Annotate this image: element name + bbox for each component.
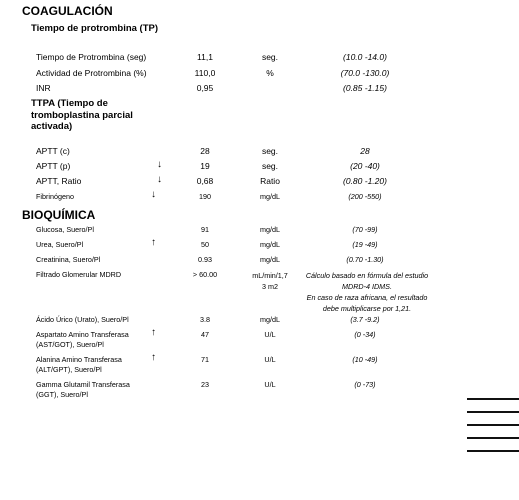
divider [467, 450, 519, 452]
test-unit: mg/dL [260, 192, 280, 201]
test-name: Actividad de Protrombina (%) [36, 68, 147, 78]
divider [467, 398, 519, 400]
test-value: 19 [200, 161, 210, 171]
test-name: Alanina Amino Transferasa (ALT/GPT), Suero/Pl [36, 355, 122, 374]
test-value: 110,0 [194, 68, 216, 78]
test-value: 23 [201, 380, 209, 389]
test-name: APTT (p) [36, 161, 71, 171]
reference-range: (70.0 -130.0) [340, 68, 390, 78]
test-value: 0.93 [198, 255, 212, 264]
section-title-coagulacion: COAGULACIÓN [22, 4, 113, 18]
subsection-title-tp: Tiempo de protrombina (TP) [31, 23, 159, 34]
arrow-up-icon: ↑ [151, 352, 156, 363]
reference-range: (19 -49) [352, 240, 378, 249]
test-unit: % [266, 68, 274, 78]
divider [467, 437, 519, 439]
test-unit: U/L [264, 330, 276, 339]
test-unit: U/L [264, 355, 276, 364]
test-unit: mg/dL [260, 240, 280, 249]
test-value: 11,1 [197, 52, 213, 62]
divider [467, 424, 519, 426]
test-name: Gamma Glutamil Transferasa (GGT), Suero/Pl [36, 380, 130, 399]
test-name: Ácido Úrico (Urato), Suero/Pl [36, 315, 129, 324]
test-name: APTT (c) [36, 146, 70, 156]
test-name: INR [36, 83, 51, 93]
divider [467, 411, 519, 413]
test-unit: seg. [261, 146, 279, 156]
arrow-down-icon: ↓ [151, 189, 156, 200]
reference-range: (10.0 -14.0) [343, 52, 387, 62]
test-name: Aspartato Amino Transferasa (AST/GOT), Suero/Pl [36, 330, 129, 349]
test-name: APTT, Ratio [36, 176, 82, 186]
test-value: 0,95 [196, 83, 214, 93]
test-value: 3.8 [200, 315, 210, 324]
test-unit: mL/min/1,7 3 m2 [252, 271, 288, 291]
reference-range: (3.7 -9.2) [350, 315, 380, 324]
reference-range: (0 -73) [354, 380, 376, 389]
test-value: > 60.00 [192, 270, 218, 279]
reference-range: (10 -49) [352, 355, 378, 364]
arrow-down-icon: ↓ [157, 174, 162, 185]
test-unit: mg/dL [260, 255, 280, 264]
section-title-bioquimica: BIOQUÍMICA [22, 208, 96, 222]
test-value: 0,68 [196, 176, 214, 186]
test-value: 50 [201, 240, 209, 249]
reference-range: (200 -550) [348, 192, 382, 201]
test-value: 47 [201, 330, 209, 339]
test-name: Creatinina, Suero/Pl [36, 255, 101, 264]
test-unit: mg/dL [260, 315, 280, 324]
test-name: Glucosa, Suero/Pl [36, 225, 94, 234]
test-unit: Ratio [260, 176, 280, 186]
test-name: Filtrado Glomerular MDRD [36, 270, 122, 279]
test-value: 91 [201, 225, 209, 234]
reference-note: Cálculo basado en fórmula del estudio MDRD-4 IDMS. En caso de raza africana, el resultado debe multiplicarse por 1,21. [305, 271, 429, 313]
reference-range: (0.85 -1.15) [343, 83, 387, 93]
test-name: Tiempo de Protrombina (seg) [36, 52, 147, 62]
reference-range: (70 -99) [352, 225, 378, 234]
reference-range: (0 -34) [354, 330, 376, 339]
test-unit: seg. [261, 161, 279, 171]
reference-range: (0.80 -1.20) [343, 176, 387, 186]
test-name: Urea, Suero/Pl [36, 240, 84, 249]
test-value: 71 [201, 355, 209, 364]
test-unit: seg. [261, 52, 279, 62]
test-value: 28 [200, 146, 210, 156]
reference-range: (20 -40) [350, 161, 380, 171]
arrow-up-icon: ↑ [151, 237, 156, 248]
arrow-down-icon: ↓ [157, 159, 162, 170]
test-unit: U/L [264, 380, 276, 389]
reference-range: (0.70 -1.30) [346, 255, 384, 264]
reference-range: 28 [360, 146, 370, 156]
arrow-up-icon: ↑ [151, 327, 156, 338]
test-name: Fibrinógeno [36, 192, 74, 201]
test-value: 190 [199, 192, 211, 201]
test-unit: mg/dL [260, 225, 280, 234]
subsection-title-ttpa: TTPA (Tiempo de tromboplastina parcial activada) [31, 98, 133, 132]
